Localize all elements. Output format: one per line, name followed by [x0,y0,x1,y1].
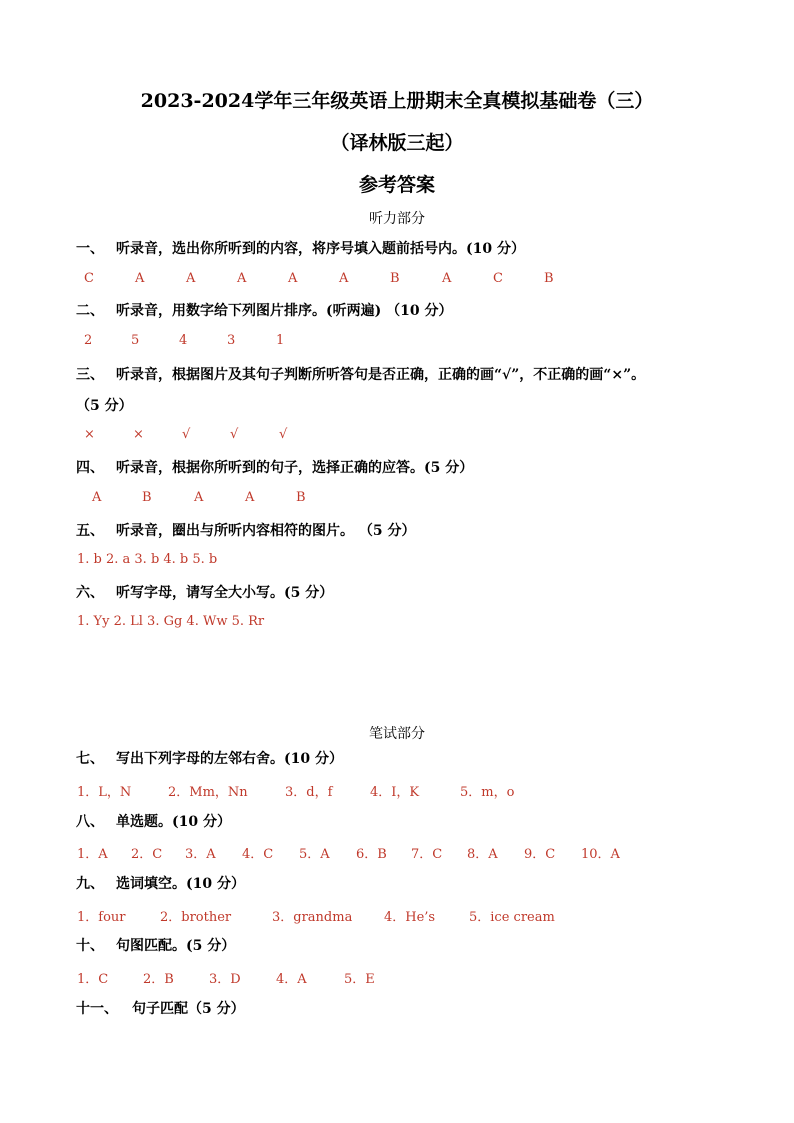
answer: B [390,271,400,286]
question-text: 听写字母，请写全大小写。(5 分） [116,585,334,601]
question-number: 十一、 [76,1001,118,1017]
question-number: 七、 [76,751,104,767]
question-number: 三、 [76,367,104,383]
answer: 7．C [411,847,443,862]
answer: √ [230,427,239,442]
answer: 2．Mm，Nn [168,785,248,800]
question-text: 听录音，根据你所听到的句子，选择正确的应答。(5 分） [116,460,474,476]
answer: 1．C [77,972,109,987]
answer: 5 [131,333,140,348]
answer: 5．ice cream [469,910,555,925]
question-7 [76,748,343,768]
answer: 2．C [131,847,163,862]
question-text: 听录音，选出你所听到的内容，将序号填入题前括号内。(10 分） [116,241,525,257]
question-text: 选词填空。(10 分） [116,876,245,892]
answer: 4 [179,333,188,348]
question-11 [76,998,245,1018]
question-2-answers [0,333,794,353]
question-6 [76,582,333,602]
question-1-answers [0,271,794,291]
answer: A [237,271,247,286]
question-4 [76,457,473,477]
answer: B [544,271,554,286]
question-5 [76,520,416,540]
answer: 4．C [242,847,274,862]
answer: A [442,271,452,286]
page-subtitle: （译林版三起） [330,132,464,154]
question-number: 八、 [76,814,104,830]
answer: A [288,271,298,286]
question-text: 听录音，根据图片及其句子判断所听答句是否正确，正确的画“√”，不正确的画“×”。 [116,367,646,383]
answer: B [296,490,306,505]
question-text: 句图匹配。(5 分） [116,938,236,954]
answer: 2．B [143,972,174,987]
answer: 3．D [209,972,241,987]
answer: 5．E [344,972,375,987]
answer: 1．L，N [77,785,132,800]
question-8-answers [0,843,794,863]
question-number: 四、 [76,460,104,476]
answer: 8．A [467,847,498,862]
answer: 2．brother [160,910,232,925]
answer: 3 [227,333,236,348]
answer-key-heading: 参考答案 [358,174,435,196]
answer: C [84,271,94,286]
answer: A [194,490,204,505]
question-number: 九、 [76,876,104,892]
answer: 1．four [77,910,126,925]
question-4-answers [0,490,794,510]
question-10 [76,935,235,955]
answer: A [92,490,102,505]
answer: 3．d，f [285,785,333,800]
question-7-answers [0,781,794,801]
answer: 10．A [581,847,620,862]
question-2 [76,300,452,320]
answer: C [493,271,503,286]
listening-section-heading: 听力部分 [369,211,425,227]
question-1 [76,238,525,258]
question-9 [76,873,245,893]
answer: A [339,271,349,286]
answer: × [133,427,144,442]
answer: × [84,427,95,442]
question-number: 十、 [76,938,104,954]
question-6-answers: 1. Yy 2. Ll 3. Gg 4. Ww 5. Rr [77,614,265,629]
answer: 1．A [77,847,108,862]
answer: A [186,271,196,286]
question-9-answers [0,906,794,926]
answer: √ [182,427,191,442]
page-title: 2023-2024学年三年级英语上册期末全真模拟基础卷（三） [140,90,654,112]
question-text: 句子匹配（5 分） [132,1001,245,1017]
question-number: 五、 [76,523,104,539]
answer: 3．grandma [272,910,353,925]
question-text: 听录音，圈出与所听内容相符的图片。 （5 分） [116,523,416,539]
question-text: 听录音，用数字给下列图片排序。(听两遍) （10 分） [116,303,453,319]
answer: 5．m，o [460,785,515,800]
answer: A [135,271,145,286]
answer: 4．He’s [384,910,436,925]
answer: A [245,490,255,505]
question-3-answers [0,427,794,447]
question-number: 一、 [76,241,104,257]
question-number: 六、 [76,585,104,601]
answer: 4．I，K [370,785,420,800]
answer: 2 [84,333,93,348]
question-3-points: （5 分） [76,398,133,414]
question-3 [76,364,645,384]
answer: 9．C [524,847,556,862]
question-number: 二、 [76,303,104,319]
answer: √ [279,427,288,442]
question-8 [76,811,231,831]
answer: 1 [276,333,285,348]
question-text: 单选题。(10 分） [116,814,231,830]
answer: 6．B [356,847,387,862]
answer: 4．A [276,972,307,987]
answer: 5．A [299,847,330,862]
question-text: 写出下列字母的左邻右舍。(10 分） [116,751,343,767]
question-10-answers [0,968,794,988]
answer: 3．A [185,847,216,862]
question-5-answers: 1. b 2. a 3. b 4. b 5. b [77,552,218,567]
written-section-heading: 笔试部分 [369,726,425,742]
answer: B [142,490,152,505]
